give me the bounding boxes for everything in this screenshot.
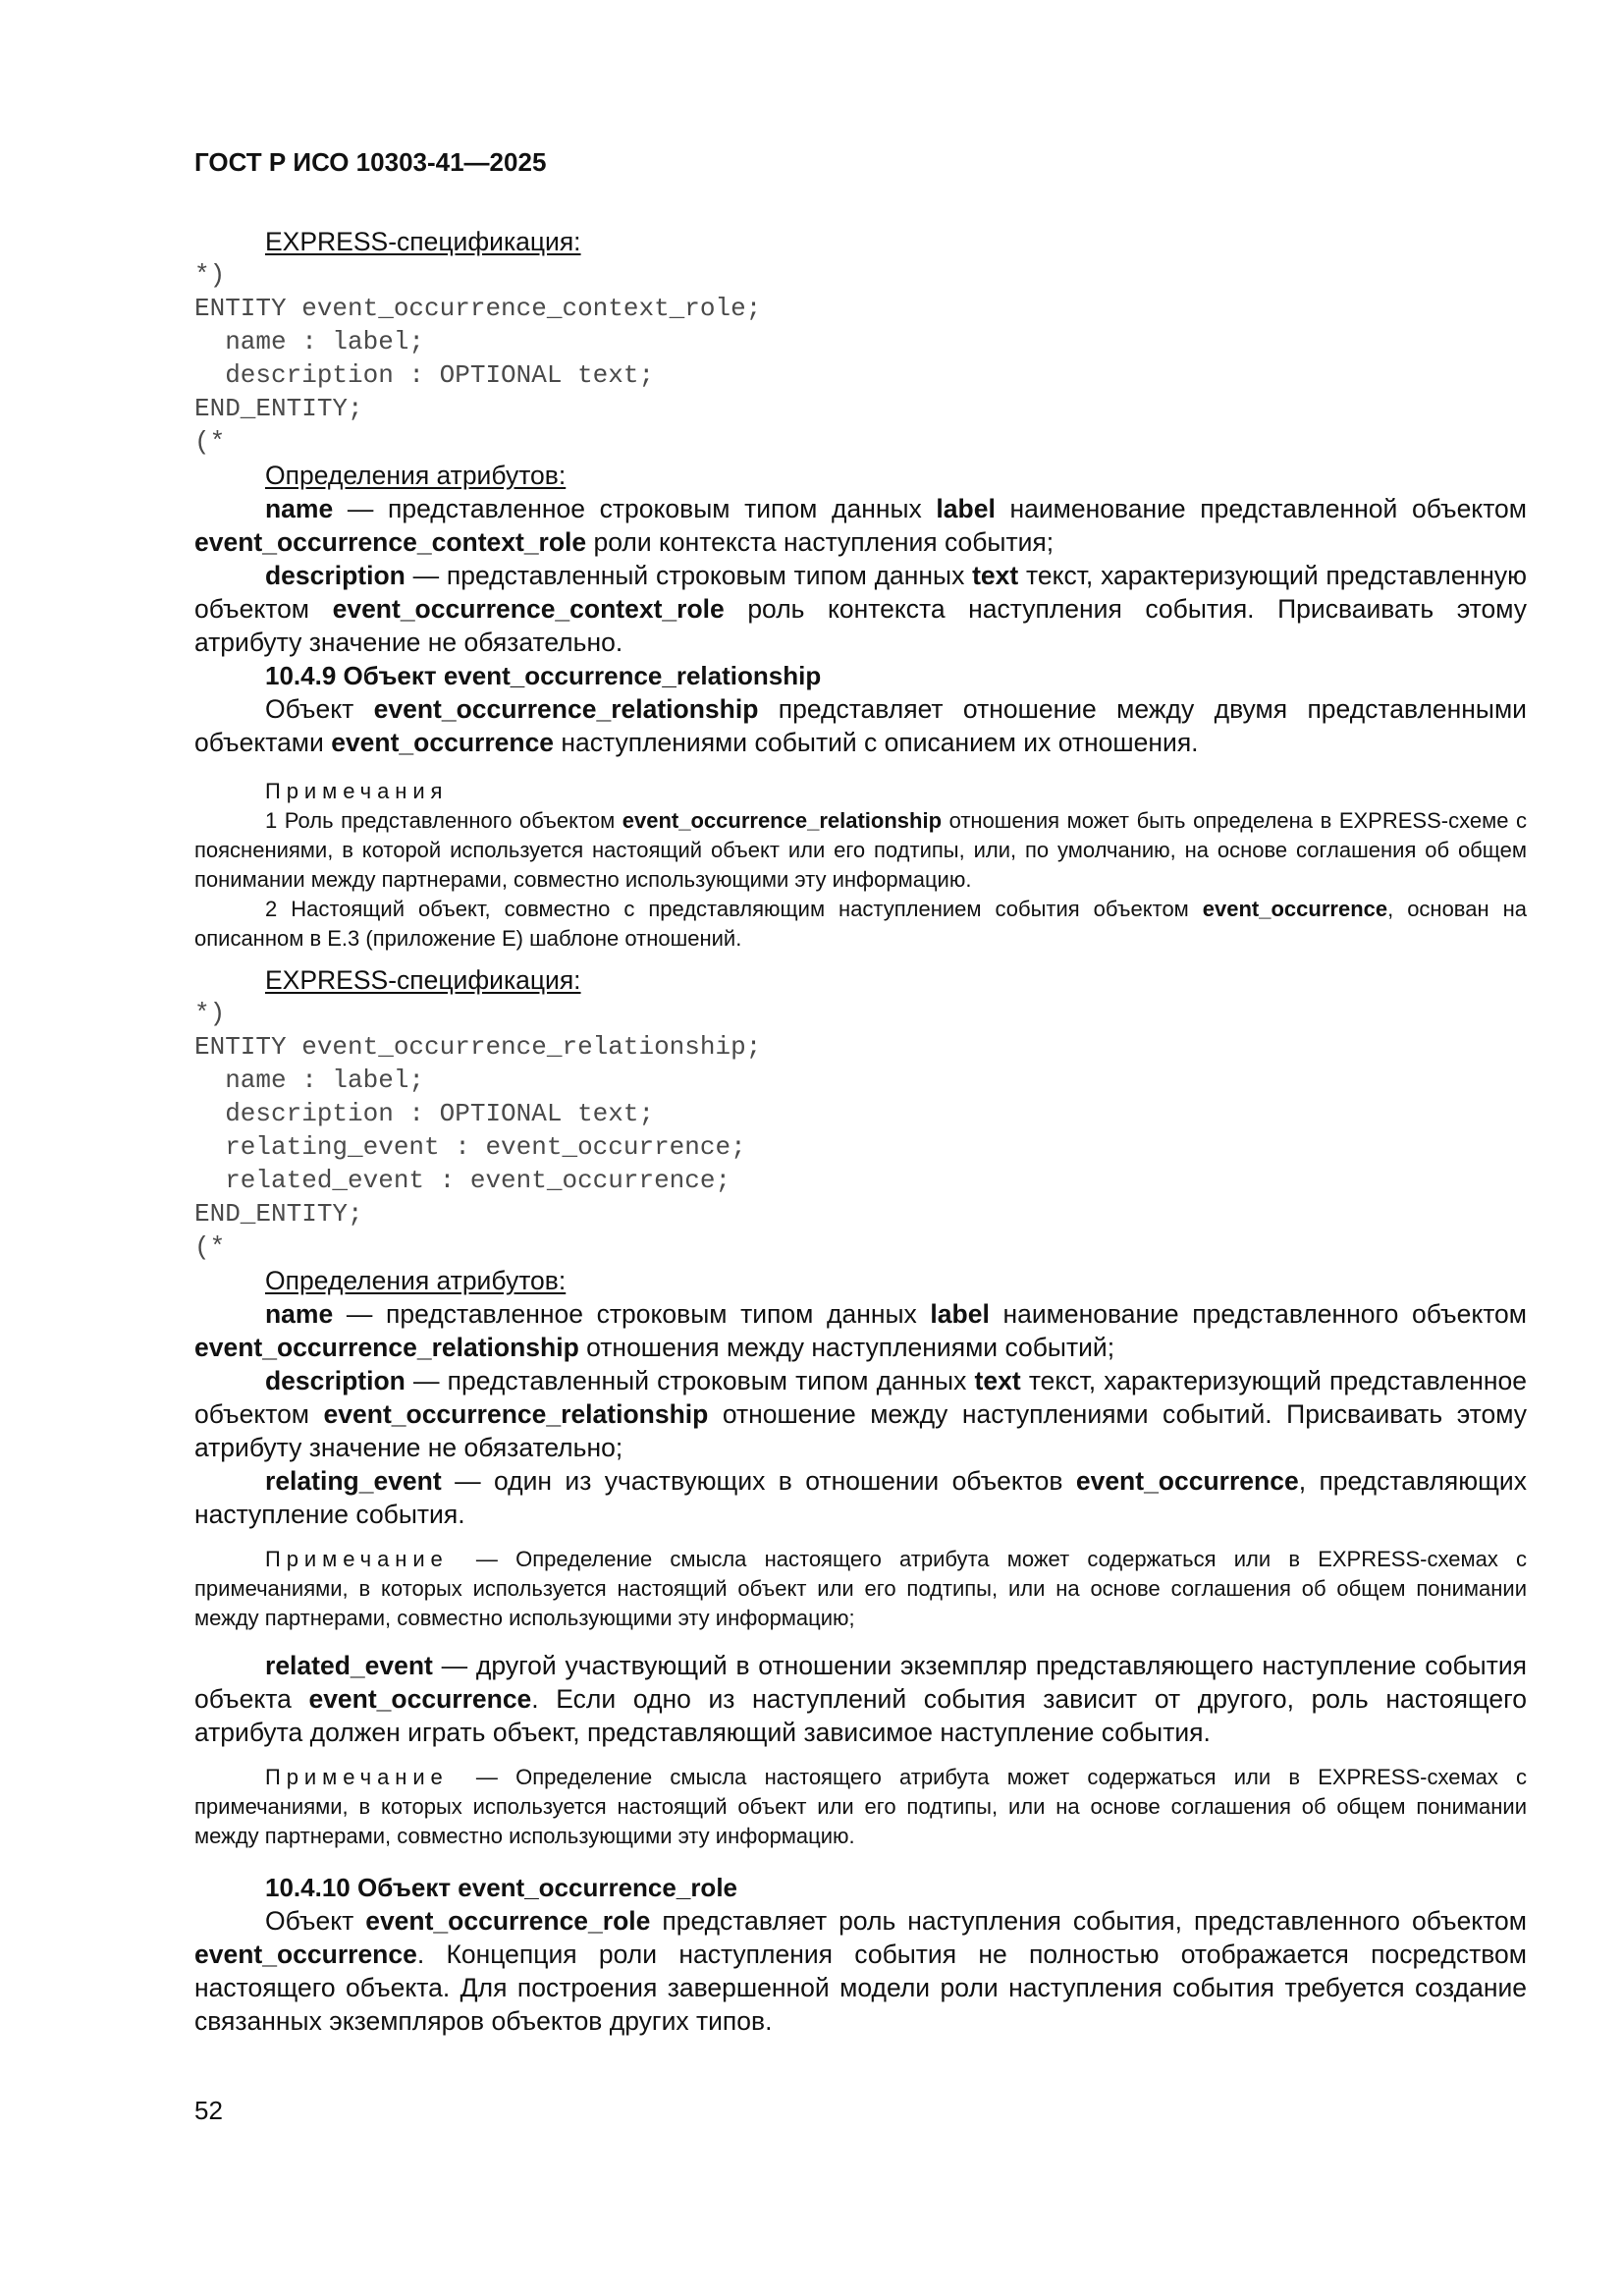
section-heading-10-4-9: 10.4.9 Объект event_occurrence_relationship — [265, 661, 822, 690]
note-2: 2 Настоящий объект, совместно с представляющим наступлением события объектом event_occurrence, основан на описанном в E.3 (приложение E) шаблоне отношений. — [194, 897, 1527, 951]
attribute-definitions-label: Определения атрибутов: — [265, 461, 567, 490]
express-spec-label-2: EXPRESS-спецификация: — [265, 965, 581, 995]
note-1: 1 Роль представленного объектом event_occurrence_relationship отношения может быть определена в EXPRESS-схеме с пояснениями, в которой используется настоящий объект или его подтипы, или, по умолчанию, на основе соглашения об общем понимании между партнерами, совместно использующими эту информацию. — [194, 808, 1527, 892]
express-spec-label: EXPRESS-спецификация: — [265, 227, 581, 256]
page-number: 52 — [194, 2096, 223, 2125]
definition-description: description — представленный строковым типом данных text текст, характеризующий представленную объектом event_occurrence_context_role роль контекста наступления события. Присваивать этому атрибуту значение не обязательно. — [194, 561, 1527, 657]
definition-name: name — представленное строковым типом данных label наименование представленной объектом event_occurrence_context_role роли контекста наступления события; — [194, 494, 1527, 557]
definition-related-event: related_event — другой участвующий в отношении экземпляр представляющего наступление события объекта event_occurrence. Если одно из наступлений события зависит от другого, роль настоящего атрибута должен играть объект, представляющий зависимое наступление события. — [194, 1651, 1527, 1747]
section-10-4-10-text: Объект event_occurrence_role представляет роль наступления события, представленного объектом event_occurrence. Концепция роли наступления события не полностью отображается посредством настоящего объекта. Для построения завершенной модели роли наступления события требуется создание связанных экземпляров объектов других типов. — [194, 1906, 1527, 2036]
page-content — [194, 225, 1527, 2038]
document-header: ГОСТ Р ИСО 10303-41—2025 — [194, 147, 547, 177]
section-10-4-9-text: Объект event_occurrence_relationship представляет отношение между двумя представленными объектами event_occurrence наступлениями событий с описанием их отношения. — [194, 694, 1527, 757]
express-code-context-role: *) ENTITY event_occurrence_context_role; name : label; description : OPTIONAL text; END_ENTITY; (* — [194, 260, 762, 457]
note-related-event: Примечание — Определение смысла настоящего атрибута может содержаться или в EXPRESS-схемах с примечаниями, в которых используется настоящий объект или его подтипы, или на основе соглашения об общем понимании между партнерами, совместно использующими эту информацию. — [194, 1765, 1527, 1848]
definition-relating-event: relating_event — один из участвующих в отношении объектов event_occurrence, представляющих наступление события. — [194, 1466, 1527, 1529]
definition-name-2: name — представленное строковым типом данных label наименование представленного объектом event_occurrence_relationship отношения между наступлениями событий; — [194, 1299, 1528, 1362]
section-heading-10-4-10: 10.4.10 Объект event_occurrence_role — [265, 1873, 737, 1902]
notes-title: Примечания — [265, 779, 449, 803]
express-code-relationship: *) ENTITY event_occurrence_relationship; name : label; description : OPTIONAL text; relating_event : event_occurrence; related_event : event_occurrence; END_ENTITY; (* — [194, 999, 762, 1262]
note-relating-event: Примечание — Определение смысла настоящего атрибута может содержаться или в EXPRESS-схемах с примечаниями, в которых используется настоящий объект или его подтипы, или на основе соглашения об общем понимании между партнерами, совместно использующими эту информацию; — [194, 1547, 1527, 1630]
definition-description-2: description — представленный строковым типом данных text текст, характеризующий представленное объектом event_occurrence_relationship отношение между наступлениями событий. Присваивать этому атрибуту значение не обязательно; — [194, 1366, 1527, 1462]
attribute-definitions-label-2: Определения атрибутов: — [265, 1266, 567, 1295]
